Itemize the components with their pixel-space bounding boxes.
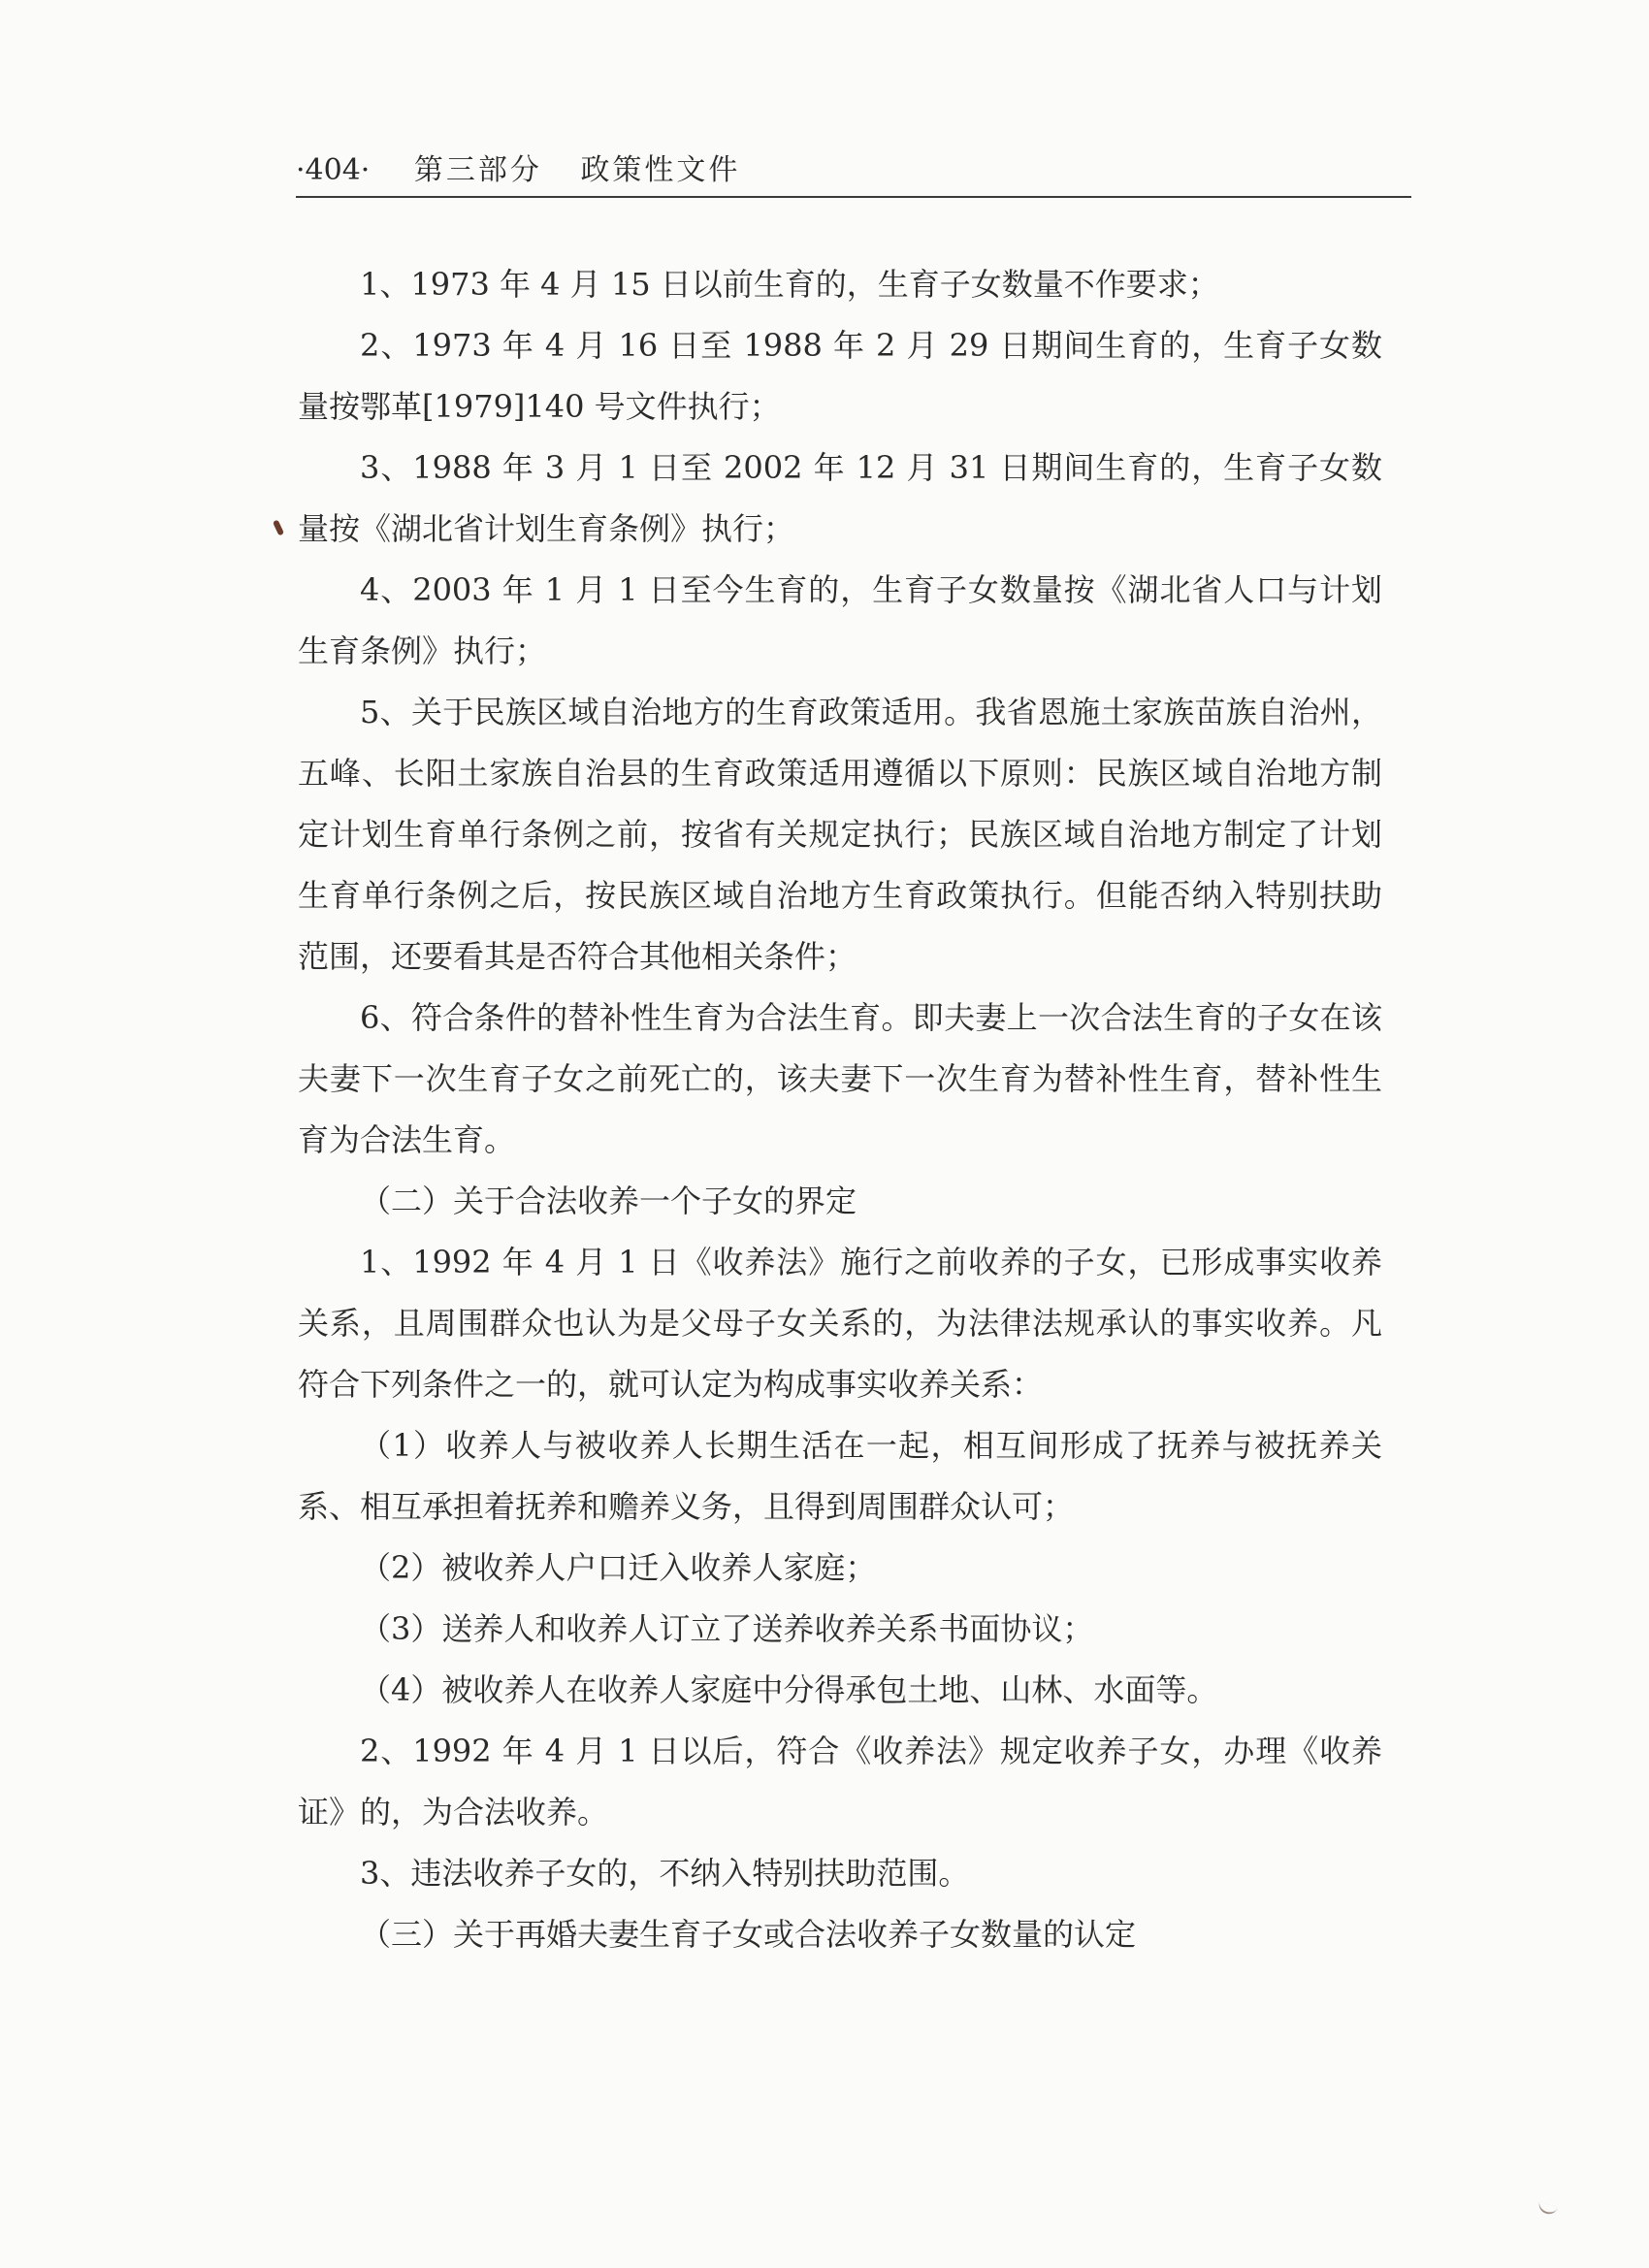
paragraph: （1）收养人与被收养人长期生活在一起，相互间形成了抚养与被抚养关系、相互承担着抚养和赡养义务，且得到周围群众认可； — [298, 1427, 1382, 1525]
paragraph: 1、1973 年 4 月 15 日以前生育的，生育子女数量不作要求； — [360, 266, 1219, 303]
paragraph: 1、1992 年 4 月 1 日《收养法》施行之前收养的子女，已形成事实收养关系，且周围群众也认为是父母子女关系的，为法律法规承认的事实收养。凡符合下列条件之一的，就可认定为构成事实收养关系： — [298, 1244, 1382, 1403]
paragraph: 3、违法收养子女的，不纳入特别扶助范围。 — [360, 1855, 970, 1892]
paragraph: （4）被收养人在收养人家庭中分得承包土地、山林、水面等。 — [360, 1671, 1218, 1708]
section-heading: （三）关于再婚夫妻生育子女或合法收养子女数量的认定 — [360, 1916, 1137, 1953]
paragraph: 2、1992 年 4 月 1 日以后，符合《收养法》规定收养子女，办理《收养证》的，为合法收养。 — [298, 1733, 1382, 1831]
section-heading: （二）关于合法收养一个子女的界定 — [360, 1183, 857, 1219]
paragraph: 2、1973 年 4 月 16 日至 1988 年 2 月 29 日期间生育的，生育子女数量按鄂革[1979]140 号文件执行； — [298, 327, 1382, 425]
running-header — [296, 147, 1411, 194]
section-title: 第三部分 — [413, 153, 542, 187]
subsection-title: 政策性文件 — [580, 153, 741, 187]
paragraph: 4、2003 年 1 月 1 日至今生育的，生育子女数量按《湖北省人口与计划生育条例》执行； — [298, 571, 1382, 669]
paragraph: 6、符合条件的替补性生育为合法生育。即夫妻上一次合法生育的子女在该夫妻下一次生育子女之前死亡的，该夫妻下一次生育为替补性生育，替补性生育为合法生育。 — [298, 999, 1382, 1158]
header-rule — [296, 196, 1411, 198]
body-text — [298, 254, 1382, 1965]
paragraph: （3）送养人和收养人订立了送养收养关系书面协议； — [360, 1610, 1094, 1647]
ink-mark — [273, 519, 284, 535]
paragraph: 5、关于民族区域自治地方的生育政策适用。我省恩施土家族苗族自治州，五峰、长阳土家族自治县的生育政策适用遵循以下原则：民族区域自治地方制定计划生育单行条例之前，按省有关规定执行；民族区域自治地方制定了计划生育单行条例之后，按民族区域自治地方生育政策执行。但能否纳入特别扶助范围，还要看其是否符合其他相关条件； — [298, 694, 1382, 975]
paragraph: 3、1988 年 3 月 1 日至 2002 年 12 月 31 日期间生育的，生育子女数量按《湖北省计划生育条例》执行； — [298, 449, 1382, 547]
scan-mark — [1536, 2201, 1558, 2217]
page-number: ·404· — [296, 153, 371, 187]
paragraph: （2）被收养人户口迁入收养人家庭； — [360, 1549, 877, 1586]
